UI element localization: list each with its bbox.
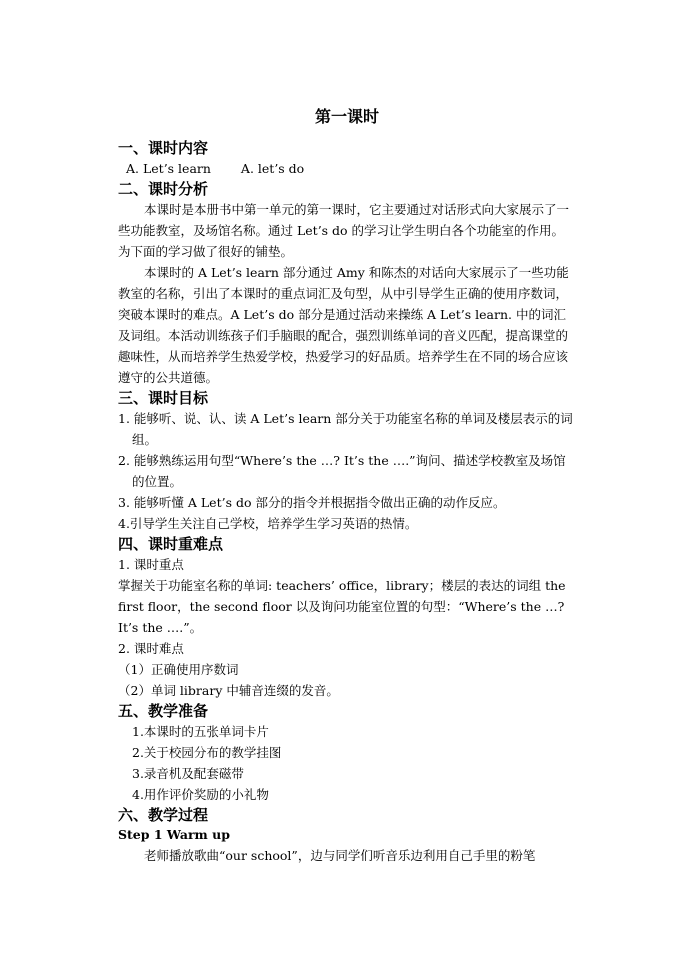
lesson-content-item: A. let’s do — [240, 161, 305, 176]
section-heading-process: 六、教学过程 — [118, 806, 209, 824]
objective-item: 4.引导学生关注自己学校，培养学生学习英语的热情。 — [118, 516, 418, 531]
difficulty-item: （1）正确使用序数词 — [118, 662, 239, 677]
key-point-label: 1. 课时重点 — [118, 557, 184, 572]
analysis-paragraph: 本课时的 A Let’s learn 部分通过 Amy 和陈杰的对话向大家展示了一些功能教室的名称，引出了本课时的重点词汇及句型，从中引导学生正确的使用序数词，突破本课时的难点。A Let’s do 部分是通过活动来操练 A Let’s learn. 中的词汇及词组。本活动训练孩子们手脑眼的配合，强烈训练单词的音义匹配，提高课堂的趣味性，从而培养学生热爱学校，热爱学习的好品质。培养学生在不同的场合应该遵守的公共道德。 — [118, 265, 569, 385]
section-heading-preparation: 五、教学准备 — [118, 702, 209, 720]
difficulty-item: （2）单词 library 中辅音连缀的发音。 — [118, 683, 339, 698]
lesson-content-item: A. Let’s learn — [126, 161, 211, 176]
preparation-item: 4.用作评价奖励的小礼物 — [132, 787, 269, 802]
analysis-paragraph: 本课时是本册书中第一单元的第一课时，它主要通过对话形式向大家展示了一些功能教室，及场馆名称。通过 Let’s do 的学习让学生明白各个功能室的作用。为下面的学习做了很好的铺垫。 — [118, 202, 570, 259]
preparation-item: 1.本课时的五张单词卡片 — [132, 724, 269, 739]
preparation-item: 2.关于校园分布的教学挂图 — [132, 745, 282, 760]
difficulty-label: 2. 课时难点 — [118, 641, 184, 656]
step-text: 老师播放歌曲“our school”，边与同学们听音乐边利用自己手里的粉笔 — [144, 848, 536, 863]
objective-item: 2. 能够熟练运用句型“Where’s the …? It’s the ….”询问、描述学校教室及场馆的位置。 — [118, 453, 566, 489]
step-heading: Step 1 Warm up — [118, 827, 230, 842]
document-title: 第一课时 — [314, 107, 379, 126]
section-heading-objectives: 三、课时目标 — [118, 389, 209, 407]
preparation-item: 3.录音机及配套磁带 — [132, 766, 244, 781]
objective-item: 3. 能够听懂 A Let’s do 部分的指令并根据指令做出正确的动作反应。 — [118, 495, 506, 510]
section-heading-content: 一、课时内容 — [118, 139, 209, 157]
key-point-text: 掌握关于功能室名称的单词: teachers’ office，library；楼层的表达的词组 the first floor，the second floor 以及询问功能室位置的句型：“Where’s the …? It’s the ….”。 — [118, 578, 566, 635]
lesson-content-line — [118, 158, 576, 179]
section-heading-analysis: 二、课时分析 — [118, 180, 209, 198]
document-page — [118, 106, 576, 866]
objectives-list — [118, 408, 576, 534]
section-heading-key-points: 四、课时重难点 — [118, 535, 224, 553]
objective-item: 1. 能够听、说、认、读 A Let’s learn 部分关于功能室名称的单词及楼层表示的词组。 — [118, 411, 573, 447]
